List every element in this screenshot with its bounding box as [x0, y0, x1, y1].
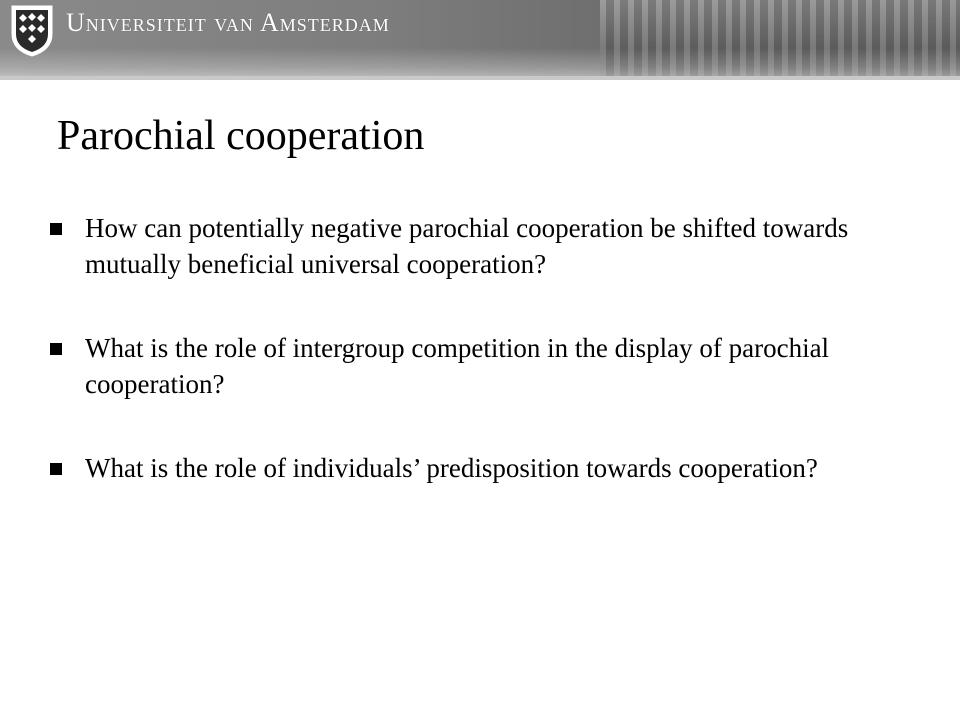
bullet-text: What is the role of intergroup competition in the display of parochial cooperation? — [85, 333, 830, 399]
bullet-list — [48, 210, 908, 534]
slide-title: Parochial cooperation — [57, 113, 425, 159]
bullet-item — [48, 450, 908, 486]
header-banner — [0, 0, 960, 80]
square-bullet-icon — [50, 463, 62, 475]
header-divider — [0, 76, 960, 80]
bullet-item — [48, 330, 908, 402]
bullet-text: How can potentially negative parochial cooperation be shifted towards mutually beneficial universal cooperation? — [85, 213, 849, 279]
university-name: Universiteit van Amsterdam — [66, 8, 390, 37]
square-bullet-icon — [50, 343, 62, 355]
bullet-item — [48, 210, 908, 282]
square-bullet-icon — [50, 223, 62, 235]
bullet-text: What is the role of individuals’ predisposition towards cooperation? — [85, 453, 818, 483]
uva-shield-logo-icon — [10, 4, 54, 58]
